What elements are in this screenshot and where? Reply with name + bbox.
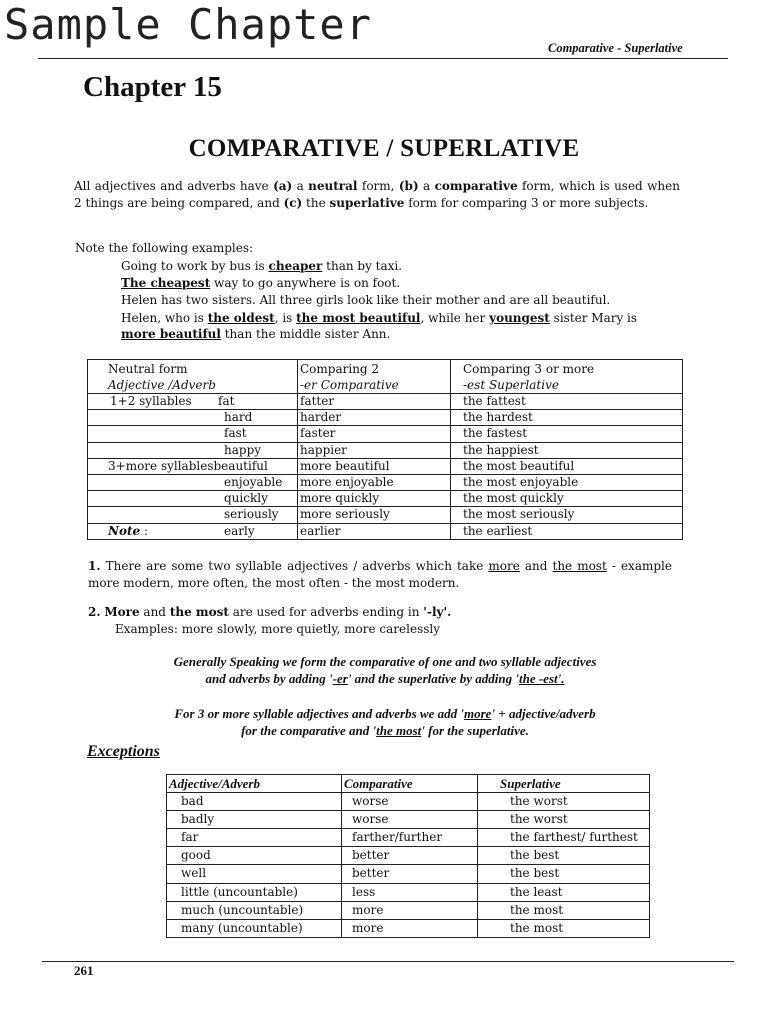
point-1: 1. There are some two syllable adjectives / adverbs which take more and the most - example more modern, more often, the most often - the most modern.: [88, 559, 672, 590]
bottom-rule: [42, 961, 734, 962]
table-row: 1+2 syllables fat fatter the fattest: [88, 394, 683, 410]
example-line-5: more beautiful than the middle sister Ann.: [121, 327, 391, 341]
table-row: little (uncountable) less the least: [167, 883, 650, 901]
forms-table: [87, 359, 683, 540]
header-neutral: Neutral form Adjective /Adverb: [88, 360, 298, 394]
table-row: seriously more seriously the most seriously: [88, 507, 683, 523]
forms-table-header: [88, 360, 683, 394]
running-head: Comparative - Superlative: [548, 41, 683, 55]
table-row: bad worse the worst: [167, 793, 650, 811]
examples-label: Note the following examples:: [75, 241, 254, 255]
example-line-3: Helen has two sisters. All three girls look like their mother and are all beautiful.: [121, 293, 611, 307]
top-rule: [38, 58, 728, 59]
table-row: enjoyable more enjoyable the most enjoyable: [88, 474, 683, 490]
example-line-4: Helen, who is the oldest, is the most beautiful, while her youngest sister Mary is: [121, 311, 638, 325]
exceptions-table-header: Adjective/Adverb Comparative Superlative: [167, 775, 650, 793]
table-row: fast faster the fastest: [88, 426, 683, 442]
chapter-title: COMPARATIVE / SUPERLATIVE: [188, 135, 580, 162]
header-superlative: Comparing 3 or more -est Superlative: [451, 360, 683, 394]
table-row: happy happier the happiest: [88, 442, 683, 458]
page-number: 261: [74, 963, 94, 978]
header-comparative: Comparing 2 -er Comparative: [298, 360, 451, 394]
table-row: far farther/further the farthest/ furthest: [167, 829, 650, 847]
rule-three-or-more: For 3 or more syllable adjectives and adverbs we add 'more' + adjective/adverb for the comparative and 'the most' for the superlative.: [174, 706, 596, 738]
example-line-1: Going to work by bus is cheaper than by taxi.: [121, 259, 403, 273]
sample-chapter-title: Sample Chapter: [4, 0, 373, 49]
intro-paragraph: All adjectives and adverbs have (a) a neutral form, (b) a comparative form, which is used when 2 things are being compared, and (c) the superlative form for comparing 3 or more subjects.: [74, 179, 680, 210]
chapter-number: Chapter 15: [83, 71, 222, 103]
table-row: hard harder the hardest: [88, 410, 683, 426]
example-line-2: The cheapest way to go anywhere is on foot.: [121, 276, 401, 290]
table-row: many (uncountable) more the most: [167, 919, 650, 937]
rule-general: Generally Speaking we form the comparative of one and two syllable adjectives and adverbs by adding '-er' and the superlative by adding 'the -est'.: [173, 654, 597, 686]
point-2-examples: Examples: more slowly, more quietly, more carelessly: [115, 622, 441, 636]
table-row: quickly more quickly the most quickly: [88, 491, 683, 507]
table-row: good better the best: [167, 847, 650, 865]
table-row: badly worse the worst: [167, 811, 650, 829]
exceptions-table: [166, 774, 650, 938]
table-row: much (uncountable) more the most: [167, 901, 650, 919]
table-row: well better the best: [167, 865, 650, 883]
point-2: 2. More and the most are used for adverbs ending in '-ly'.: [88, 605, 452, 619]
table-row: Note : early earlier the earliest: [88, 523, 683, 539]
table-row: 3+more syllablesbeautiful more beautiful the most beautiful: [88, 458, 683, 474]
exceptions-heading: Exceptions: [87, 743, 160, 760]
